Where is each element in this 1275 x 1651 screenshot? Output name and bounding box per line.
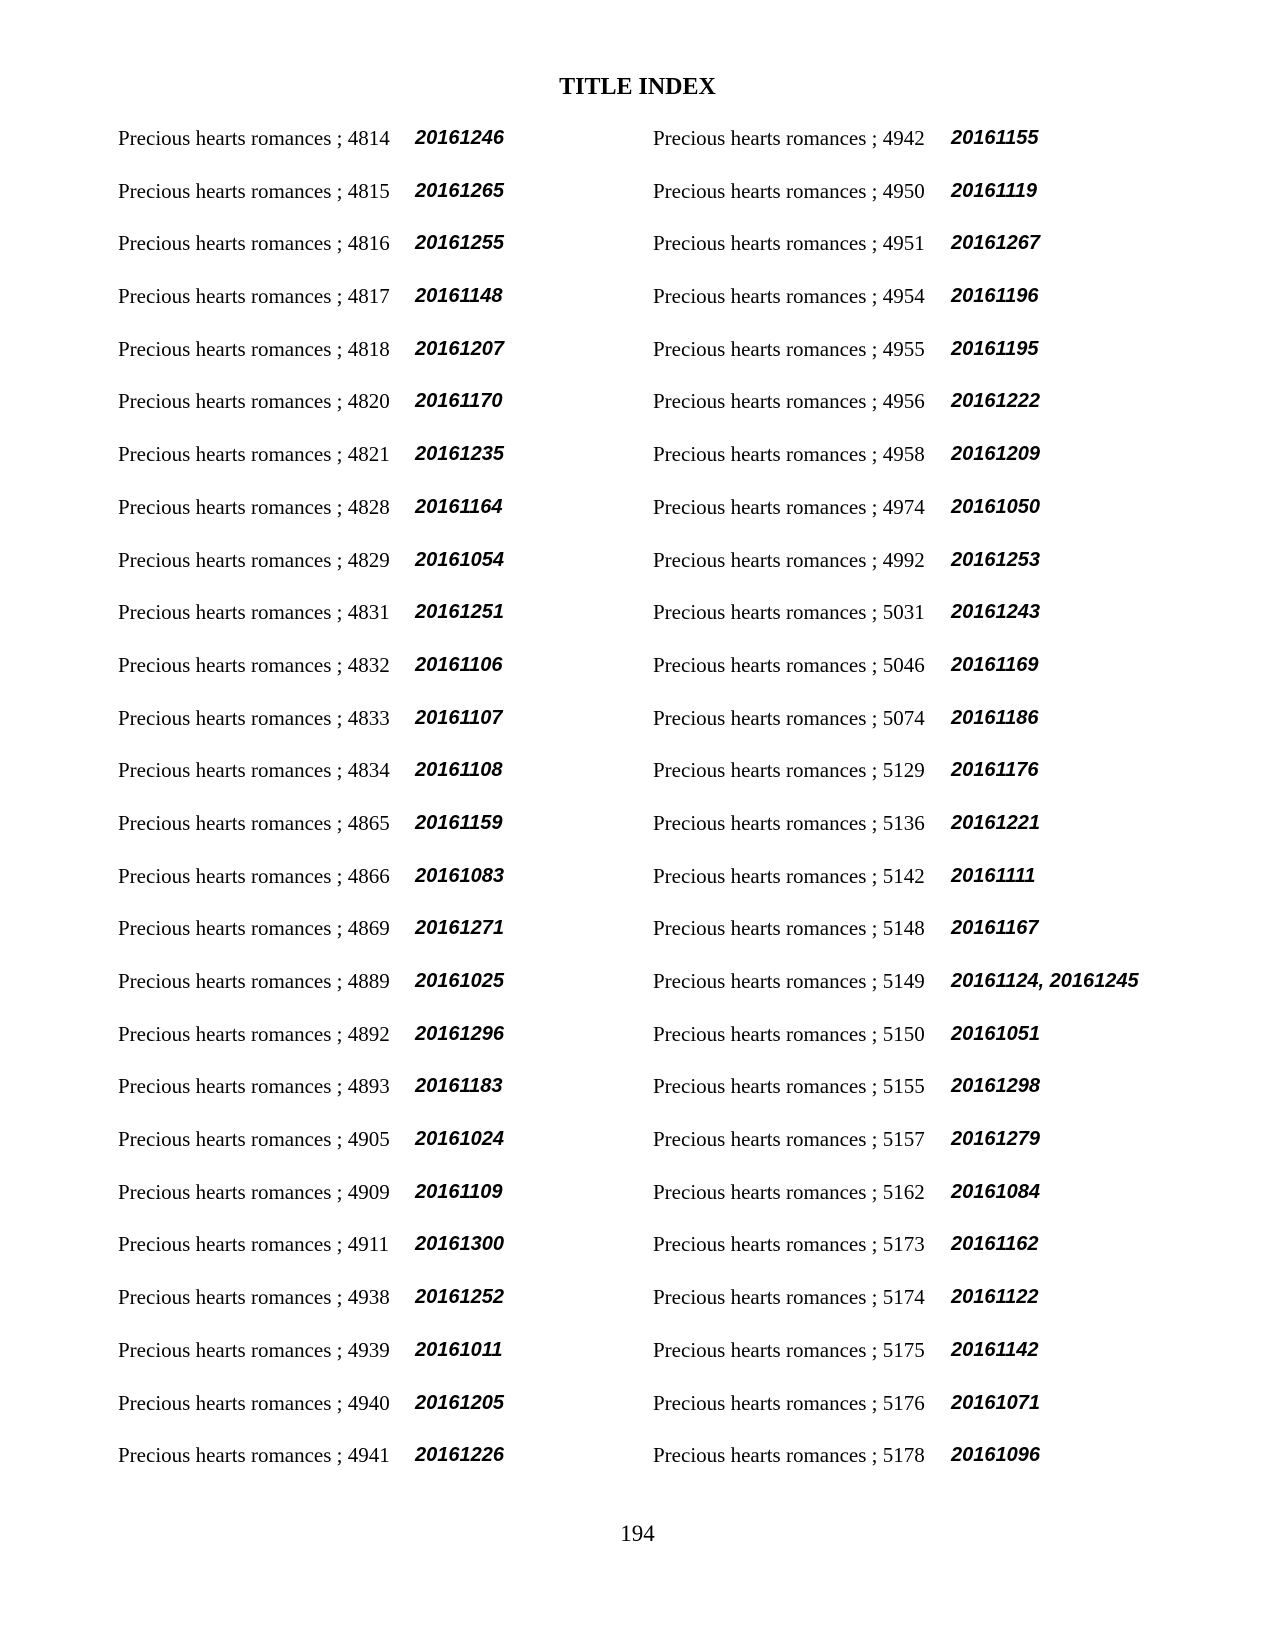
entry-title: Precious hearts romances ; 4818: [118, 336, 390, 361]
entry-reference-number: 20161071: [951, 1391, 1040, 1414]
entry-title: Precious hearts romances ; 4821: [118, 442, 390, 467]
entry-title: Precious hearts romances ; 5176: [653, 1390, 925, 1415]
entry-reference-number: 20161196: [951, 285, 1039, 308]
entry-title: Precious hearts romances ; 5174: [653, 1285, 925, 1310]
entry-title: Precious hearts romances ; 5031: [653, 600, 925, 625]
entry-reference-number: 20161253: [951, 548, 1040, 571]
entry-title: Precious hearts romances ; 4905: [118, 1127, 390, 1152]
entry-reference-number: 20161054: [415, 548, 504, 571]
entry-reference-number: 20161167: [951, 917, 1039, 940]
entry-title: Precious hearts romances ; 5148: [653, 916, 925, 941]
entry-reference-number: 20161222: [951, 390, 1040, 413]
entry-reference-number: 20161300: [415, 1233, 504, 1256]
entry-title: Precious hearts romances ; 4834: [118, 758, 390, 783]
entry-reference-number: 20161279: [951, 1128, 1040, 1151]
entry-title: Precious hearts romances ; 4865: [118, 810, 390, 835]
entry-title: Precious hearts romances ; 4974: [653, 494, 925, 519]
entry-title: Precious hearts romances ; 4829: [118, 547, 390, 572]
entry-title: Precious hearts romances ; 5046: [653, 652, 925, 677]
entry-title: Precious hearts romances ; 5129: [653, 758, 925, 783]
entry-title: Precious hearts romances ; 4893: [118, 1074, 390, 1099]
entry-title: Precious hearts romances ; 4889: [118, 969, 390, 993]
entry-reference-number: 20161107: [415, 706, 503, 729]
entry-title: Precious hearts romances ; 4938: [118, 1285, 390, 1310]
entry-reference-number: 20161252: [415, 1286, 504, 1309]
entry-title: Precious hearts romances ; 4941: [118, 1443, 390, 1468]
entry-reference-number: 20161226: [415, 1444, 504, 1467]
entry-reference-number: 20161164: [415, 495, 503, 518]
entry-reference-number: 20161267: [951, 232, 1040, 255]
entry-reference-number: 20161025: [415, 970, 504, 992]
entry-title: Precious hearts romances ; 5173: [653, 1232, 925, 1257]
entry-reference-number: 20161271: [415, 917, 504, 940]
entry-reference-number: 20161083: [415, 864, 504, 887]
entry-title: Precious hearts romances ; 4911: [118, 1232, 389, 1257]
entry-reference-number: 20161096: [951, 1444, 1040, 1467]
entry-title: Precious hearts romances ; 5157: [653, 1127, 925, 1152]
entry-title: Precious hearts romances ; 4942: [653, 126, 925, 150]
entry-title: Precious hearts romances ; 4950: [653, 178, 925, 203]
entry-reference-number: 20161221: [951, 811, 1040, 834]
entry-title: Precious hearts romances ; 4951: [653, 231, 925, 256]
entry-title: Precious hearts romances ; 5175: [653, 1337, 925, 1362]
page-number: 194: [620, 1521, 655, 1546]
entry-title: Precious hearts romances ; 5178: [653, 1443, 925, 1468]
entry-reference-number: 20161298: [951, 1075, 1040, 1098]
entry-reference-number: 20161119: [951, 179, 1038, 202]
entry-title: Precious hearts romances ; 4892: [118, 1021, 390, 1046]
entry-title: Precious hearts romances ; 4909: [118, 1179, 390, 1204]
entry-reference-number: 20161235: [415, 443, 504, 466]
entry-title: Precious hearts romances ; 4992: [653, 547, 925, 572]
page-title: TITLE INDEX: [559, 74, 716, 100]
entry-reference-number: 20161050: [951, 495, 1040, 518]
entry-reference-number: 20161159: [415, 811, 503, 834]
entry-title: Precious hearts romances ; 4958: [653, 442, 925, 467]
entry-reference-number: 20161243: [951, 601, 1040, 624]
entry-reference-number: 20161148: [415, 285, 503, 308]
entry-reference-number: 20161176: [951, 759, 1039, 782]
entry-title: Precious hearts romances ; 4817: [118, 284, 390, 309]
entry-reference-number: 20161155: [951, 127, 1039, 149]
entry-title: Precious hearts romances ; 4955: [653, 336, 925, 361]
entry-title: Precious hearts romances ; 5142: [653, 863, 925, 888]
entry-reference-number: 20161109: [415, 1180, 503, 1203]
entry-reference-number: 20161084: [951, 1180, 1040, 1203]
entry-reference-number: 20161011: [415, 1338, 503, 1361]
entry-reference-number: 20161186: [951, 706, 1039, 729]
entry-reference-number: 20161051: [951, 1022, 1040, 1045]
entry-title: Precious hearts romances ; 5155: [653, 1074, 925, 1099]
entry-reference-number: 20161024: [415, 1128, 504, 1151]
entry-title: Precious hearts romances ; 4832: [118, 652, 390, 677]
entry-title: Precious hearts romances ; 5136: [653, 810, 925, 835]
entry-title: Precious hearts romances ; 4833: [118, 705, 390, 730]
entry-reference-number: 20161183: [415, 1075, 503, 1098]
entry-title: Precious hearts romances ; 4828: [118, 494, 390, 519]
entry-title: Precious hearts romances ; 4956: [653, 389, 925, 414]
entry-title: Precious hearts romances ; 5074: [653, 705, 925, 730]
entry-title: Precious hearts romances ; 4815: [118, 178, 390, 203]
entry-title: Precious hearts romances ; 4814: [118, 126, 390, 150]
entry-reference-number: 20161111: [951, 864, 1036, 887]
entry-reference-number: 20161255: [415, 232, 504, 255]
entry-reference-number: 20161169: [951, 653, 1039, 676]
entry-reference-number: 20161246: [415, 127, 504, 149]
entry-reference-number: 20161251: [415, 601, 504, 624]
entry-reference-number: 20161207: [415, 337, 504, 360]
entry-title: Precious hearts romances ; 4820: [118, 389, 390, 414]
entry-reference-number: 20161122: [951, 1286, 1039, 1309]
entry-title: Precious hearts romances ; 4816: [118, 231, 390, 256]
entry-reference-number: 20161142: [951, 1338, 1039, 1361]
entry-reference-number: 20161124, 20161245: [951, 970, 1139, 992]
entry-reference-number: 20161209: [951, 443, 1040, 466]
entry-reference-number: 20161170: [415, 390, 503, 413]
entry-title: Precious hearts romances ; 4939: [118, 1337, 390, 1362]
entry-title: Precious hearts romances ; 4831: [118, 600, 390, 625]
entry-reference-number: 20161195: [951, 337, 1039, 360]
entry-title: Precious hearts romances ; 4869: [118, 916, 390, 941]
entry-title: Precious hearts romances ; 4866: [118, 863, 390, 888]
entry-title: Precious hearts romances ; 5150: [653, 1021, 925, 1046]
entry-title: Precious hearts romances ; 5149: [653, 969, 925, 993]
entry-reference-number: 20161106: [415, 653, 503, 676]
entry-title: Precious hearts romances ; 4954: [653, 284, 925, 309]
entry-title: Precious hearts romances ; 5162: [653, 1179, 925, 1204]
entry-reference-number: 20161265: [415, 179, 504, 202]
entry-reference-number: 20161296: [415, 1022, 504, 1045]
entry-reference-number: 20161205: [415, 1391, 504, 1414]
entry-reference-number: 20161108: [415, 759, 503, 782]
entry-title: Precious hearts romances ; 4940: [118, 1390, 390, 1415]
entry-reference-number: 20161162: [951, 1233, 1039, 1256]
